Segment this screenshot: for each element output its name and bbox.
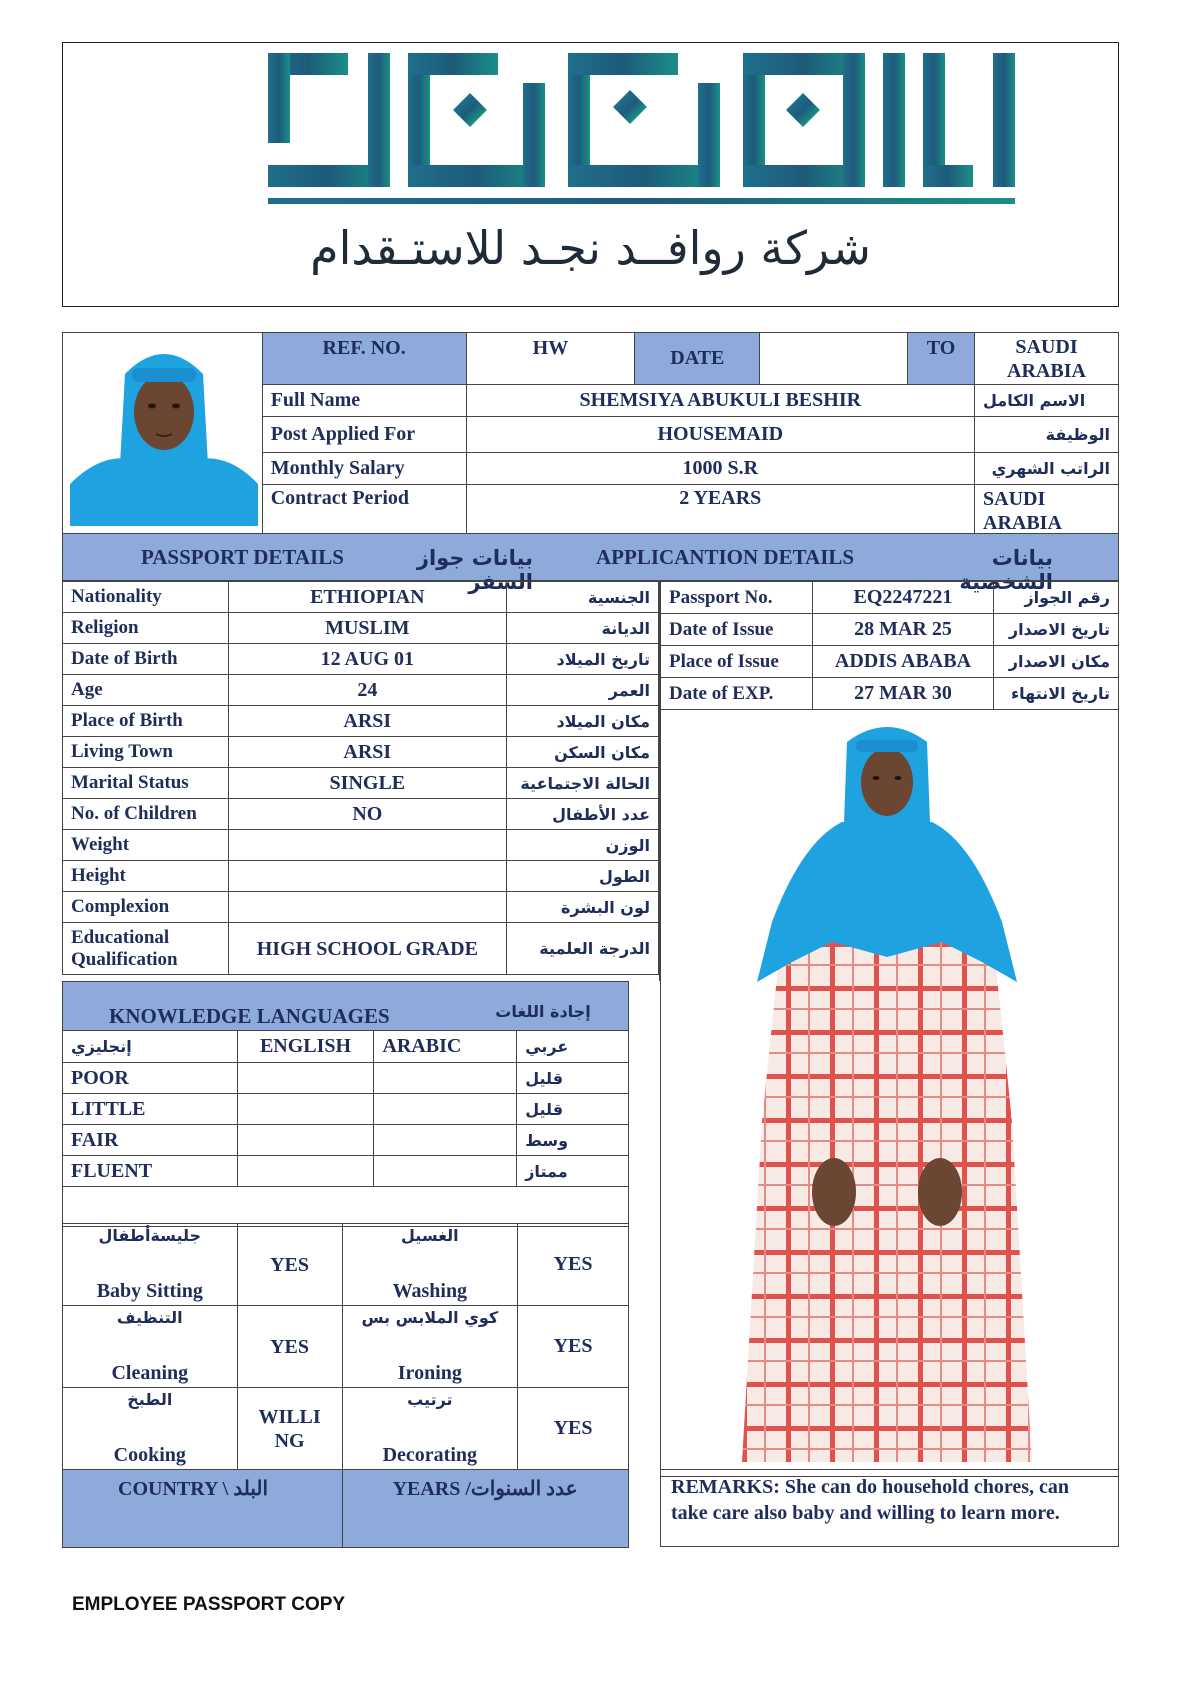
arabic-level-cell	[374, 1063, 517, 1094]
personal-label-ar: لون البشرة	[506, 892, 658, 923]
english-level-cell	[237, 1094, 374, 1125]
personal-label-ar: مكان الميلاد	[506, 706, 658, 737]
lang-head-arabic: ARABIC	[374, 1031, 517, 1063]
passport-value: ADDIS ABABA	[812, 646, 994, 678]
personal-row	[63, 768, 659, 799]
salary-value: 1000 S.R	[466, 453, 974, 485]
languages-table	[62, 1030, 629, 1227]
personal-label: Marital Status	[63, 768, 229, 799]
full-name-label-ar: الاسم الكامل	[975, 385, 1119, 417]
skill-value: YES	[237, 1306, 342, 1388]
applicant-portrait	[70, 334, 258, 526]
skill-name: Ironing	[397, 1362, 462, 1384]
passport-row	[661, 646, 1119, 678]
post-label-ar: الوظيفة	[975, 417, 1119, 453]
contract-country: SAUDI ARABIA	[975, 485, 1119, 537]
company-name-arabic: شركة روافــد نجـد للاستـقدام	[310, 221, 871, 275]
skill-value: YES	[518, 1306, 629, 1388]
arabic-level-cell	[374, 1094, 517, 1125]
personal-value: NO	[229, 799, 507, 830]
passport-row	[661, 614, 1119, 646]
salary-label: Monthly Salary	[262, 453, 466, 485]
post-value: HOUSEMAID	[466, 417, 974, 453]
personal-label-ar: تاريخ الميلاد	[506, 644, 658, 675]
footer-caption: EMPLOYEE PASSPORT COPY	[72, 1594, 346, 1615]
skill-name: Washing	[392, 1280, 468, 1302]
personal-label: Height	[63, 861, 229, 892]
ref-value: HW	[466, 333, 635, 385]
skill-value: YES	[518, 1224, 629, 1306]
passport-label-ar: مكان الاصدار	[994, 646, 1119, 678]
post-label: Post Applied For	[262, 417, 466, 453]
personal-value: HIGH SCHOOL GRADE	[229, 923, 507, 975]
arabic-level-cell	[374, 1125, 517, 1156]
personal-label-ar: عدد الأطفال	[506, 799, 658, 830]
company-header	[62, 42, 1119, 307]
skill-name-ar: جليسةأطفال	[98, 1226, 202, 1245]
personal-label: Living Town	[63, 737, 229, 768]
language-level-label-ar: قليل	[517, 1063, 629, 1094]
ref-label: REF. NO.	[262, 333, 466, 385]
personal-label: No. of Children	[63, 799, 229, 830]
personal-value: 12 AUG 01	[229, 644, 507, 675]
personal-row	[63, 830, 659, 861]
skill-name: Cleaning	[111, 1362, 189, 1384]
personal-label-ar: الحالة الاجتماعية	[506, 768, 658, 799]
skill-cell	[342, 1388, 518, 1470]
skill-cell	[342, 1224, 518, 1306]
passport-details-title: PASSPORT DETAILS	[141, 545, 344, 569]
skill-cell	[342, 1306, 518, 1388]
personal-value: ARSI	[229, 737, 507, 768]
personal-row	[63, 582, 659, 613]
date-label: DATE	[635, 333, 760, 385]
application-details-title-ar: بيانات الشخصية	[959, 546, 1053, 594]
skill-value: YES	[237, 1224, 342, 1306]
skills-row	[63, 1224, 629, 1306]
language-level-row	[63, 1063, 629, 1094]
personal-details-table	[62, 581, 659, 975]
languages-title: KNOWLEDGE LANGUAGES	[109, 1004, 390, 1028]
language-level-label: FLUENT	[63, 1156, 238, 1187]
lang-head-english: ENGLISH	[237, 1031, 374, 1063]
to-value: SAUDI ARABIA	[975, 333, 1119, 385]
passport-label: Passport No.	[661, 582, 813, 614]
skill-name-ar: ترتيب	[407, 1390, 453, 1409]
personal-label: Weight	[63, 830, 229, 861]
passport-label-ar: تاريخ الاصدار	[994, 614, 1119, 646]
column-gap	[630, 581, 660, 981]
skill-value: YES	[518, 1388, 629, 1470]
contract-value: 2 YEARS	[466, 485, 974, 537]
personal-row	[63, 675, 659, 706]
language-level-label-ar: وسط	[517, 1125, 629, 1156]
personal-label-ar: الوزن	[506, 830, 658, 861]
personal-label-ar: الجنسية	[506, 582, 658, 613]
personal-label: Age	[63, 675, 229, 706]
personal-value: 24	[229, 675, 507, 706]
language-level-label: LITTLE	[63, 1094, 238, 1125]
personal-value	[229, 892, 507, 923]
personal-label-ar: الديانة	[506, 613, 658, 644]
passport-value: EQ2247221	[812, 582, 994, 614]
personal-row	[63, 892, 659, 923]
passport-value: 27 MAR 30	[812, 678, 994, 710]
details-band	[62, 533, 1119, 594]
personal-row	[63, 861, 659, 892]
skill-name: Baby Sitting	[96, 1280, 203, 1302]
language-level-label-ar: قليل	[517, 1094, 629, 1125]
passport-row	[661, 582, 1119, 614]
skill-cell	[63, 1224, 238, 1306]
language-level-row	[63, 1156, 629, 1187]
remarks: REMARKS: She can do household chores, can take care also baby and willing to learn more.	[660, 1469, 1119, 1547]
personal-row	[63, 737, 659, 768]
personal-label: Educational Qualification	[63, 923, 229, 975]
to-label: TO	[908, 333, 975, 385]
personal-row	[63, 923, 659, 975]
languages-band	[62, 981, 629, 1031]
english-level-cell	[237, 1063, 374, 1094]
personal-row	[63, 613, 659, 644]
company-logo	[63, 43, 1120, 223]
skill-name-ar: الغسيل	[401, 1226, 459, 1245]
personal-label-ar: مكان السكن	[506, 737, 658, 768]
arabic-level-cell	[374, 1156, 517, 1187]
english-level-cell	[237, 1156, 374, 1187]
personal-label: Religion	[63, 613, 229, 644]
skill-name-ar: التنظيف	[116, 1308, 183, 1327]
personal-value	[229, 830, 507, 861]
personal-value: SINGLE	[229, 768, 507, 799]
passport-label: Date of EXP.	[661, 678, 813, 710]
applicant-full-photo	[742, 722, 1032, 1462]
date-value	[760, 333, 908, 385]
language-level-label-ar: ممتاز	[517, 1156, 629, 1187]
personal-label: Complexion	[63, 892, 229, 923]
skill-name-ar: كوي الملابس بس	[361, 1308, 499, 1327]
country-label: COUNTRY \ البلد	[63, 1470, 343, 1548]
skill-cell	[63, 1306, 238, 1388]
personal-row	[63, 706, 659, 737]
lang-head-arabic-ar: عربي	[517, 1031, 629, 1063]
contract-label: Contract Period	[262, 485, 466, 537]
skill-name: Cooking	[113, 1444, 186, 1466]
skills-row	[63, 1306, 629, 1388]
personal-label-ar: الطول	[506, 861, 658, 892]
full-name-label: Full Name	[262, 385, 466, 417]
language-level-label: FAIR	[63, 1125, 238, 1156]
personal-label: Nationality	[63, 582, 229, 613]
personal-value: ETHIOPIAN	[229, 582, 507, 613]
passport-row	[661, 678, 1119, 710]
application-details-title: APPLICANTION DETAILS	[596, 545, 855, 569]
passport-label-ar: تاريخ الانتهاء	[994, 678, 1119, 710]
language-level-label: POOR	[63, 1063, 238, 1094]
languages-title-ar: إجادة اللغات	[495, 1002, 591, 1021]
english-level-cell	[237, 1125, 374, 1156]
skills-row	[63, 1388, 629, 1470]
personal-label-ar: الدرجة العلمية	[506, 923, 658, 975]
passport-label: Date of Issue	[661, 614, 813, 646]
personal-label-ar: العمر	[506, 675, 658, 706]
skill-value: WILLI NG	[237, 1388, 342, 1470]
personal-value: MUSLIM	[229, 613, 507, 644]
skill-cell	[63, 1388, 238, 1470]
lang-head-english-ar: إنجليزي	[63, 1031, 238, 1063]
personal-value	[229, 861, 507, 892]
personal-row	[63, 799, 659, 830]
skill-name: Decorating	[382, 1444, 478, 1466]
passport-details-table	[660, 581, 1119, 710]
personal-label: Place of Birth	[63, 706, 229, 737]
lang-spacer-row	[63, 1187, 629, 1227]
passport-value: 28 MAR 25	[812, 614, 994, 646]
passport-label-ar: رقم الجواز	[994, 582, 1119, 614]
passport-details-title-ar: بيانات جواز السفر	[416, 546, 533, 594]
experience-table	[62, 1469, 629, 1548]
skill-name-ar: الطبخ	[127, 1390, 173, 1409]
personal-row	[63, 644, 659, 675]
salary-label-ar: الراتب الشهري	[975, 453, 1119, 485]
full-name-value: SHEMSIYA ABUKULI BESHIR	[466, 385, 974, 417]
language-level-row	[63, 1094, 629, 1125]
personal-value: ARSI	[229, 706, 507, 737]
skills-table	[62, 1223, 629, 1470]
passport-label: Place of Issue	[661, 646, 813, 678]
years-label: YEARS /عدد السنوات	[342, 1470, 628, 1548]
personal-label: Date of Birth	[63, 644, 229, 675]
language-level-row	[63, 1125, 629, 1156]
